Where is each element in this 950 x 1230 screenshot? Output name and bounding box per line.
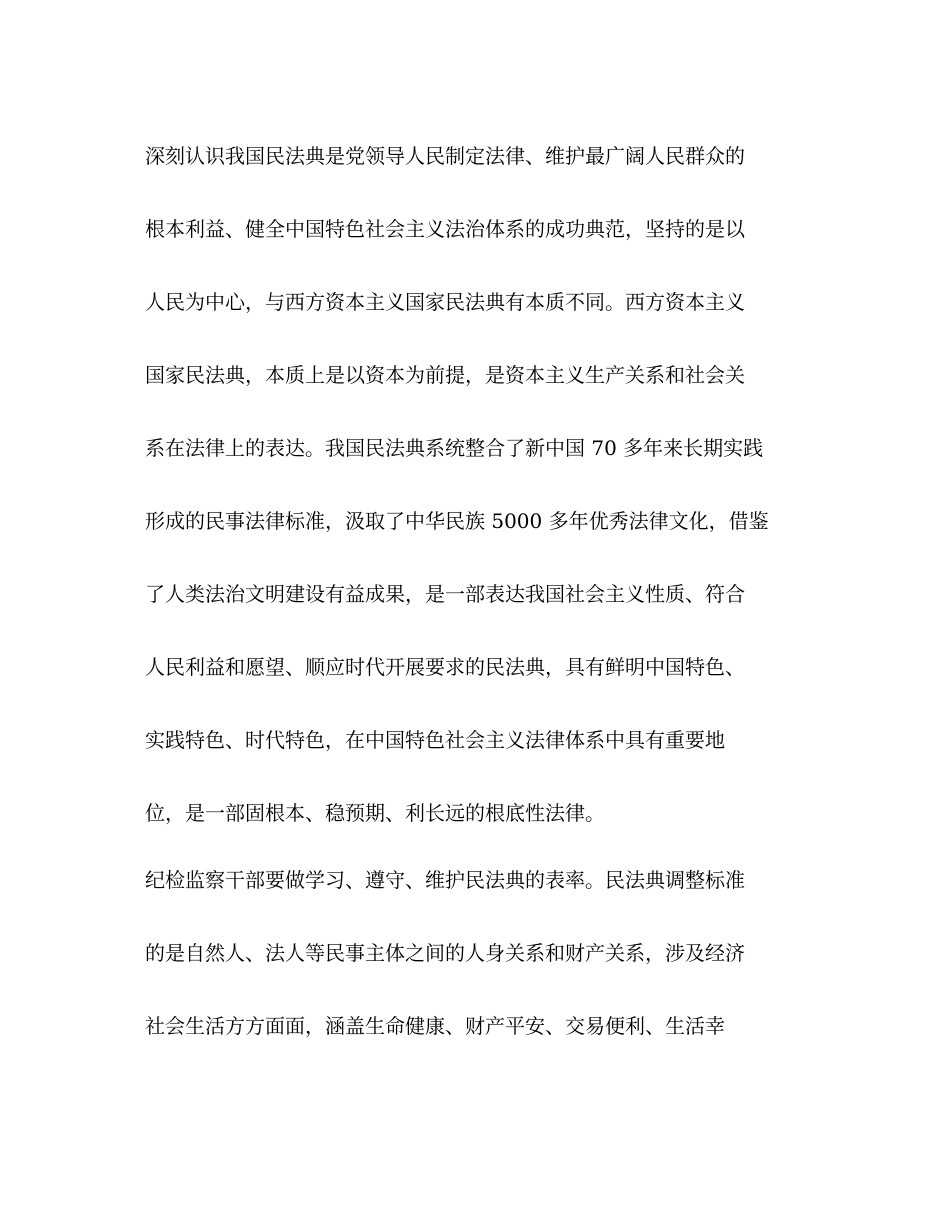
paragraph-1-line-2: 根本利益、健全中国特色社会主义法治体系的成功典范，坚持的是以 bbox=[145, 217, 745, 241]
paragraph-1-line-5: 系在法律上的表达。我国民法典系统整合了新中国 70 多年来长期实践 bbox=[145, 436, 764, 460]
paragraph-2-line-3: 社会生活方方面面，涵盖生命健康、财产平安、交易便利、生活幸 bbox=[145, 1014, 725, 1038]
paragraph-1-line-7: 了人类法治文明建设有益成果，是一部表达我国社会主义性质、符合 bbox=[145, 582, 745, 606]
paragraph-1-line-1: 深刻认识我国民法典是党领导人民制定法律、维护最广阔人民群众的 bbox=[145, 144, 745, 168]
paragraph-1-line-3: 人民为中心，与西方资本主义国家民法典有本质不同。西方资本主义 bbox=[145, 290, 745, 314]
paragraph-2-line-1: 纪检监察干部要做学习、遵守、维护民法典的表率。民法典调整标准 bbox=[145, 868, 745, 892]
paragraph-1-line-4: 国家民法典，本质上是以资本为前提，是资本主义生产关系和社会关 bbox=[145, 363, 745, 387]
paragraph-1-line-9: 实践特色、时代特色，在中国特色社会主义法律体系中具有重要地 bbox=[145, 728, 725, 752]
paragraph-1-line-8: 人民利益和愿望、顺应时代开展要求的民法典，具有鲜明中国特色、 bbox=[145, 655, 745, 679]
paragraph-1-line-6: 形成的民事法律标准，汲取了中华民族 5000 多年优秀法律文化，借鉴 bbox=[145, 509, 769, 533]
paragraph-2-line-2: 的是自然人、法人等民事主体之间的人身关系和财产关系，涉及经济 bbox=[145, 941, 745, 965]
paragraph-1-line-10: 位，是一部固根本、稳预期、利长远的根底性法律。 bbox=[145, 801, 605, 825]
